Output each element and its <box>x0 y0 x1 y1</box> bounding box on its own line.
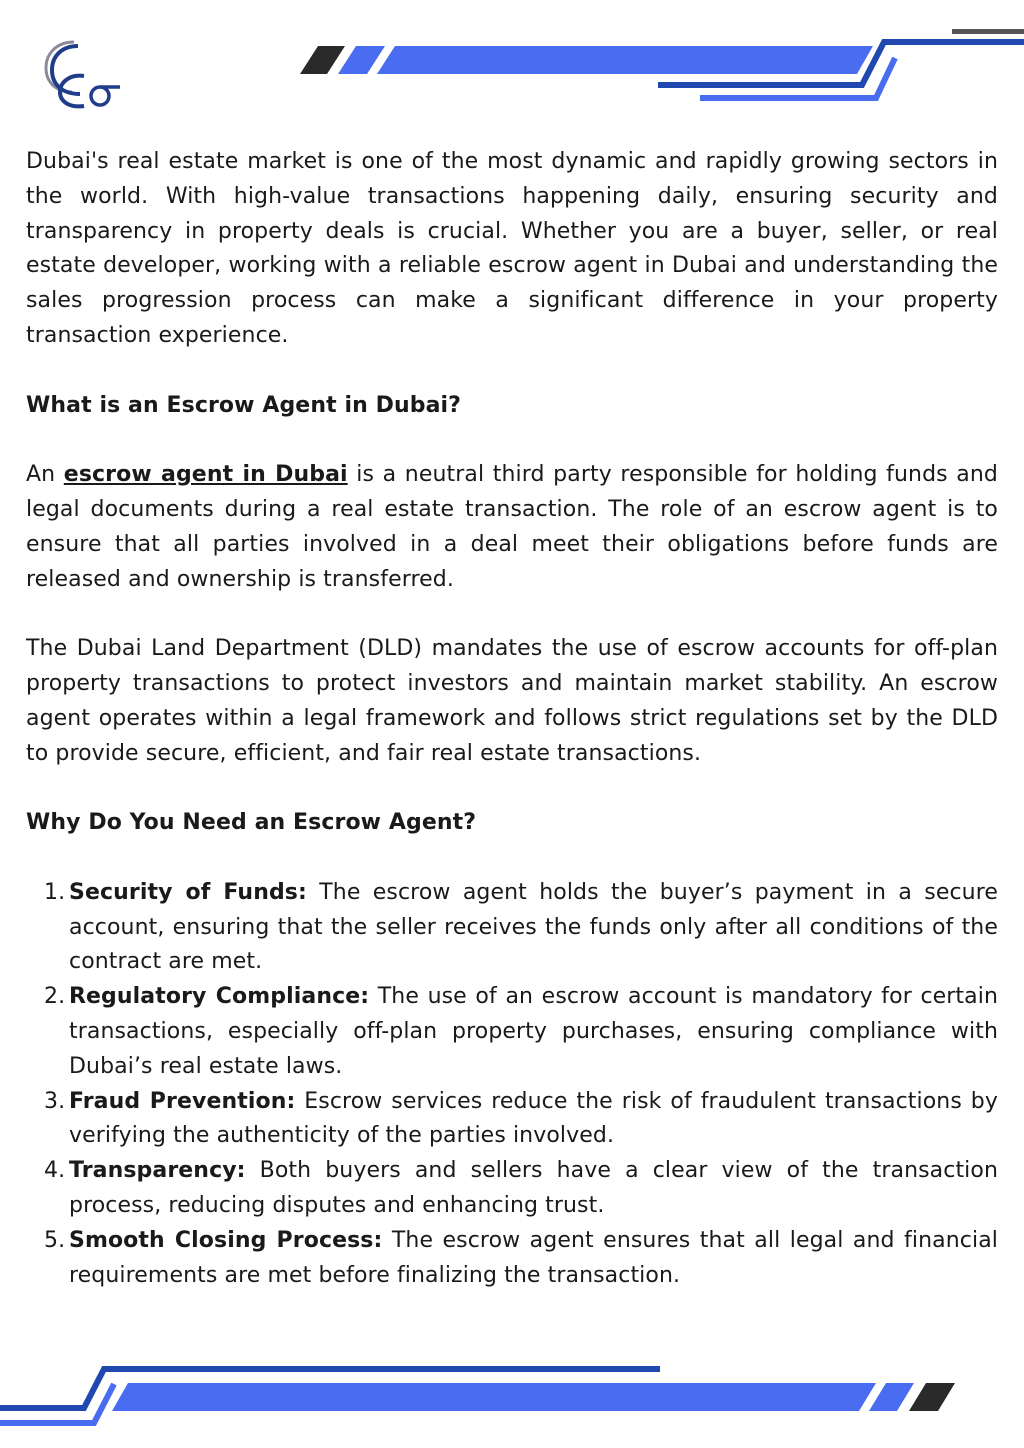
paragraph-text: is a neutral third party responsible for holding funds and legal documents during a real estate transaction. The role of an escrow agent is to ensure that all parties involved in a deal meet their obligations before funds are released and ownership is transferred. <box>26 462 998 592</box>
footer-blue-line-1 <box>0 1369 660 1408</box>
reasons-list <box>26 876 998 1294</box>
cs-monogram-logo <box>38 36 128 116</box>
list-item-text: Escrow services reduce the risk of fraudulent transactions by verifying the authenticity of the parties involved. <box>69 1088 998 1149</box>
escrow-definition-paragraph <box>26 458 998 597</box>
list-number: 2. <box>44 984 66 1010</box>
list-item <box>26 1224 998 1294</box>
footer-blue-line-2 <box>0 1384 114 1423</box>
list-item-text: The escrow agent holds the buyer’s payment in a secure account, ensuring that the seller receives the funds only after all conditions of the contract are met. <box>69 879 999 975</box>
list-item-title: Transparency: <box>69 1158 246 1184</box>
footer-blue-band <box>112 1383 876 1411</box>
header-decoration <box>0 0 1024 110</box>
list-item-title: Regulatory Compliance: <box>69 984 370 1010</box>
list-item <box>26 1154 998 1224</box>
list-item-text: The escrow agent ensures that all legal and financial requirements are met before finalizing the transaction. <box>69 1227 998 1288</box>
intro-paragraph: Dubai's real estate market is one of the most dynamic and rapidly growing sectors in the world. With high-value transactions happening daily, ensuring security and transparency in property deals is crucial. Whether you are a buyer, seller, or real estate developer, working with a reliable escrow agent in Dubai and understanding the sales progression process can make a significant difference in your property transaction experience. <box>26 149 998 348</box>
list-item <box>26 876 998 980</box>
header-dark-slash <box>300 46 345 74</box>
article-body <box>26 145 998 1293</box>
footer-dark-slash <box>909 1383 955 1411</box>
list-item-title: Smooth Closing Process: <box>69 1227 383 1253</box>
list-number: 1. <box>44 879 66 905</box>
header-blue-band <box>377 46 873 74</box>
list-number: 3. <box>44 1088 66 1114</box>
footer-blue-slash <box>869 1383 914 1411</box>
header-blue-slash <box>338 46 385 74</box>
list-item <box>26 1085 998 1155</box>
list-item-title: Security of Funds: <box>69 879 307 905</box>
list-item-text: Both buyers and sellers have a clear view of the transaction process, reducing disputes and enhancing trust. <box>69 1158 998 1218</box>
list-item-text: The use of an escrow account is mandatory for certain transactions, especially off-plan property purchases, ensuring compliance with Dubai’s real estate laws. <box>69 984 998 1079</box>
list-item-title: Fraud Prevention: <box>69 1088 296 1114</box>
list-item <box>26 980 998 1084</box>
escrow-agent-link[interactable]: escrow agent in Dubai <box>63 462 348 488</box>
section-heading-why-need: Why Do You Need an Escrow Agent? <box>26 810 477 836</box>
list-number: 5. <box>44 1227 66 1253</box>
paragraph-prefix: An <box>26 462 64 488</box>
dld-paragraph: The Dubai Land Department (DLD) mandates the use of escrow accounts for off-plan property transactions to protect investors and maintain market stability. An escrow agent operates within a legal framework and follows strict regulations set by the DLD to provide secure, efficient, and fair real estate transactions. <box>26 636 998 766</box>
section-heading-what-is-escrow: What is an Escrow Agent in Dubai? <box>26 392 462 418</box>
header-gray-line <box>952 29 1024 34</box>
list-number: 4. <box>44 1158 66 1184</box>
